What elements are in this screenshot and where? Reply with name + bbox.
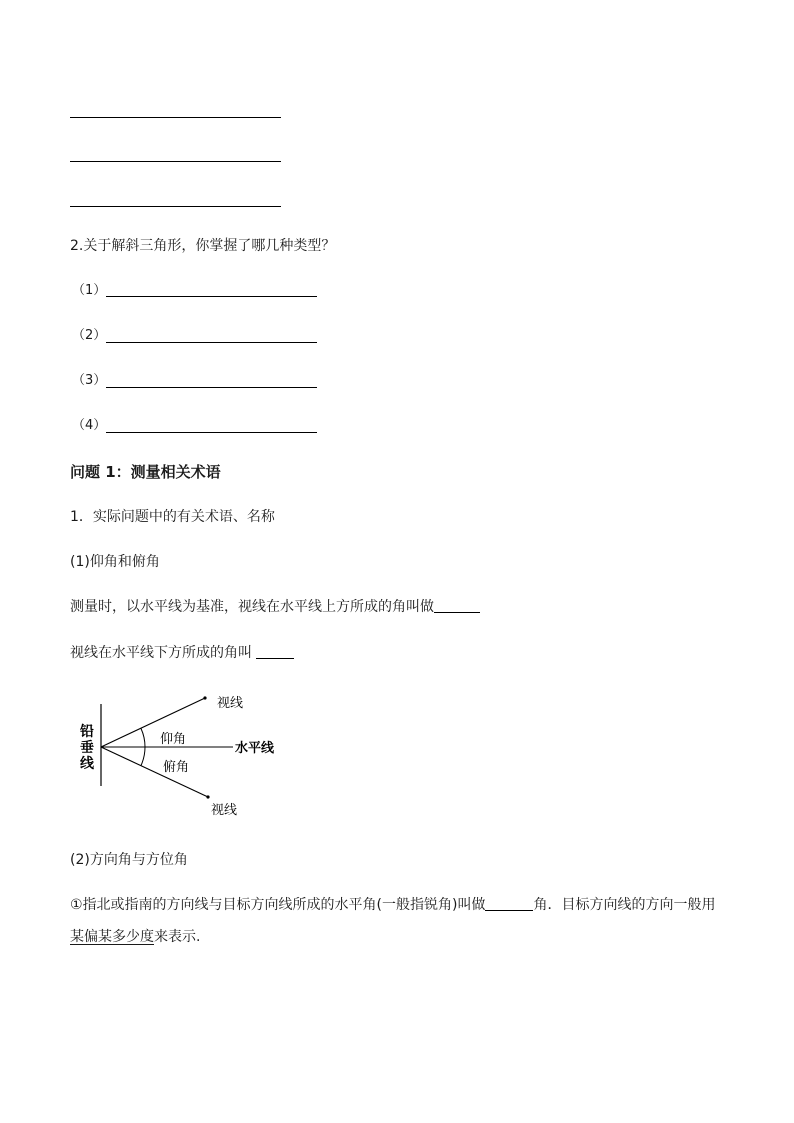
elevation-depression-title: (1)仰角和俯角 — [70, 554, 160, 570]
direction-definition-end: 来表示. — [154, 929, 201, 945]
q2-item-label: （3） — [72, 373, 107, 388]
elevation-arc — [141, 729, 145, 748]
q2-item-blank[interactable] — [106, 342, 317, 343]
direction-underlined-phrase: 某偏某多少度 — [70, 929, 154, 945]
depression-definition — [70, 644, 294, 662]
depression-answer-blank[interactable] — [256, 644, 294, 659]
q2-item-blank[interactable] — [106, 296, 317, 297]
q2-item-label: （4） — [72, 418, 107, 433]
problem-1-heading: 问题 1：测量相关术语 — [70, 463, 221, 481]
q2-item-label: （1） — [72, 283, 107, 298]
plumb-label-char: 垂 — [80, 740, 94, 756]
answer-blank-line[interactable] — [70, 117, 281, 118]
sight-label-top: 视线 — [217, 696, 244, 711]
sight-line-down — [101, 747, 208, 797]
direction-answer-blank[interactable] — [485, 896, 533, 911]
terms-title: 1．实际问题中的有关术语、名称 — [70, 509, 275, 525]
elevation-definition-text: 测量时，以水平线为基准，视线在水平线上方所成的角叫做 — [70, 599, 434, 615]
elevation-angle-label: 仰角 — [160, 732, 187, 747]
depression-angle-label: 俯角 — [163, 760, 190, 775]
direction-definition — [70, 896, 715, 914]
direction-angle-title: (2)方向角与方位角 — [70, 852, 188, 868]
elevation-answer-blank[interactable] — [434, 598, 480, 613]
depression-arc — [141, 747, 145, 766]
angle-diagram — [75, 685, 305, 825]
answer-blank-line[interactable] — [70, 161, 281, 162]
q2-item-blank[interactable] — [106, 432, 317, 433]
sight-point-bottom — [206, 795, 209, 798]
plumb-label-char: 线 — [80, 756, 94, 772]
sight-point-top — [203, 696, 206, 699]
depression-definition-text: 视线在水平线下方所成的角叫 — [70, 645, 252, 661]
direction-definition-part2: 角．目标方向线的方向一般用 — [533, 897, 716, 913]
question-2-text: 2.关于解斜三角形，你掌握了哪几种类型？ — [70, 238, 336, 254]
elevation-definition — [70, 598, 480, 616]
plumb-label-char: 铅 — [80, 724, 94, 740]
sight-line-up — [101, 698, 205, 747]
answer-blank-line[interactable] — [70, 206, 281, 207]
horizontal-label: 水平线 — [235, 741, 275, 756]
direction-definition-part1: ①指北或指南的方向线与目标方向线所成的水平角(一般指锐角)叫做 — [70, 897, 486, 913]
sight-label-bottom: 视线 — [211, 803, 238, 818]
q2-item-blank[interactable] — [106, 387, 317, 388]
q2-item-label: （2） — [72, 328, 107, 343]
direction-definition-cont — [70, 928, 200, 946]
